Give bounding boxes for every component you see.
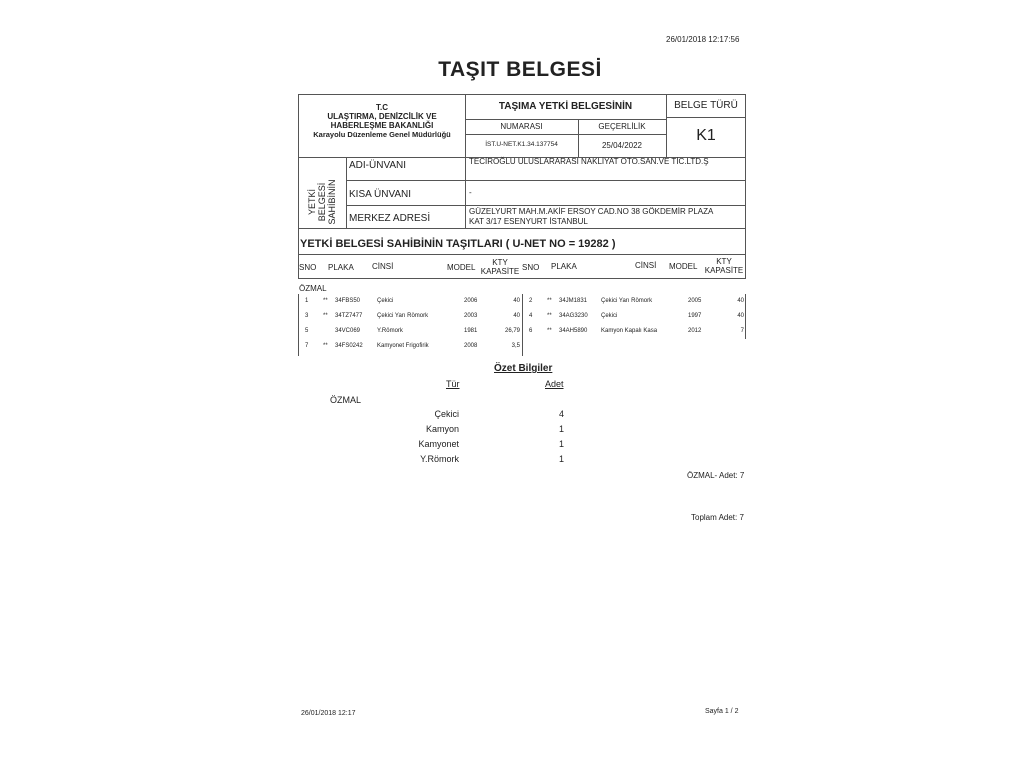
- vehicle-sno: 7: [305, 343, 309, 349]
- vehicle-type: Kamyon Kapalı Kasa: [601, 328, 658, 334]
- col-model: MODEL: [447, 263, 476, 272]
- vehicle-mark: **: [547, 313, 552, 319]
- summary-type: Y.Römork: [420, 454, 459, 464]
- vehicle-model: 2006: [464, 298, 478, 304]
- print-timestamp: 26/01/2018 12:17:56: [666, 35, 740, 44]
- vehicle-mark: **: [547, 328, 552, 334]
- validity-label: GEÇERLİLİK: [598, 122, 646, 131]
- address-line-2: KAT 3/17 ESENYURT İSTANBUL: [469, 217, 588, 226]
- vehicle-model: 1981: [464, 328, 478, 334]
- page-number: Sayfa 1 / 2: [705, 708, 739, 715]
- col-kty-line1: KTY: [492, 258, 508, 267]
- validity-value: 25/04/2022: [601, 141, 643, 150]
- vehicle-type: Çekici: [601, 313, 618, 319]
- authorization-title: TAŞIMA YETKİ BELGESİNİN: [498, 101, 633, 112]
- doc-type-label: BELGE TÜRÜ: [674, 100, 738, 111]
- col-kty-line1: KTY: [716, 257, 732, 266]
- vehicle-model: 1997: [688, 313, 702, 319]
- col-plaka: PLAKA: [328, 263, 354, 272]
- address-label: MERKEZ ADRESİ: [349, 213, 431, 224]
- vehicle-sno: 5: [305, 328, 309, 334]
- col-model: MODEL: [669, 262, 698, 271]
- vehicle-type: Çekici Yarı Römork: [601, 298, 653, 304]
- vehicle-type: Çekici: [377, 298, 394, 304]
- ministry-block: [299, 103, 465, 139]
- vehicle-cap: 40: [737, 298, 744, 304]
- vehicle-plate: 34FS0242: [335, 343, 363, 349]
- vehicle-cap: 7: [740, 328, 744, 334]
- group-total: ÖZMAL- Adet: 7: [687, 471, 745, 480]
- summary-col-type: Tür: [446, 379, 460, 389]
- holder-section-line: SAHİBİNİN: [327, 179, 337, 225]
- vehicle-sno: 6: [529, 328, 533, 334]
- summary-count: 1: [558, 439, 564, 449]
- vehicle-cap: 40: [513, 298, 520, 304]
- col-kty-line2: KAPASİTE: [704, 266, 744, 275]
- footer-timestamp: 26/01/2018 12:17: [301, 710, 356, 717]
- vehicle-model: 2003: [464, 313, 478, 319]
- vehicle-type: Çekici Yarı Römork: [377, 313, 429, 319]
- short-name-label: KISA ÜNVANI: [349, 189, 412, 200]
- doc-type-value: K1: [696, 127, 716, 144]
- summary-title: Özet Bilgiler: [494, 363, 553, 374]
- holder-section-line: BELGESİ: [317, 182, 327, 222]
- holder-section-line: YETKİ: [307, 189, 317, 216]
- vehicle-type: Y.Römork: [377, 328, 403, 334]
- ministry-line: HABERLEŞME BAKANLIĞI: [330, 121, 434, 130]
- vehicle-model: 2012: [688, 328, 702, 334]
- vehicle-sno: 3: [305, 313, 309, 319]
- grand-total: Toplam Adet: 7: [691, 513, 744, 522]
- summary-type: Kamyonet: [418, 439, 459, 449]
- col-plaka: PLAKA: [551, 262, 577, 271]
- address-line-1: GÜZELYURT MAH.M.AKİF ERSOY CAD.NO 38 GÖKDEMİR PLAZA: [469, 207, 714, 216]
- col-kty: [702, 257, 746, 275]
- vehicle-cap: 40: [513, 313, 520, 319]
- vehicle-mark: **: [323, 343, 328, 349]
- vehicle-sno: 1: [305, 298, 309, 304]
- vehicle-sno: 2: [529, 298, 533, 304]
- ministry-line: Karayolu Düzenleme Genel Müdürlüğü: [313, 130, 451, 139]
- vehicle-plate: 34JM1831: [559, 298, 588, 304]
- summary-count: 1: [558, 454, 564, 464]
- ministry-line: ULAŞTIRMA, DENİZCİLİK VE: [327, 112, 437, 121]
- vehicle-cap: 3,5: [511, 343, 520, 349]
- vehicle-type: Kamyonet Frigofirik: [377, 343, 429, 349]
- name-label: ADI-ÜNVANI: [349, 160, 407, 171]
- summary-type: Kamyon: [425, 424, 459, 434]
- vehicle-mark: **: [323, 298, 328, 304]
- vehicle-cap: 40: [737, 313, 744, 319]
- vehicle-plate: 34AG3230: [559, 313, 588, 319]
- summary-count: 4: [558, 409, 564, 419]
- group-label: ÖZMAL: [299, 284, 327, 293]
- col-cinsi: CİNSİ: [372, 262, 394, 271]
- vehicle-plate: 34TZ7477: [335, 313, 363, 319]
- short-name-value: -: [469, 188, 472, 197]
- vehicle-sno: 4: [529, 313, 533, 319]
- ministry-line: T.C: [376, 103, 388, 112]
- col-kty-line2: KAPASİTE: [480, 267, 520, 276]
- col-sno: SNO: [299, 263, 317, 272]
- vehicle-plate: 34VC069: [335, 328, 361, 334]
- col-sno: SNO: [522, 263, 540, 272]
- holder-section-label: [298, 157, 346, 228]
- vehicle-model: 2005: [688, 298, 702, 304]
- number-value: İST.U-NET.K1.34.137754: [485, 141, 558, 148]
- vehicle-mark: **: [547, 298, 552, 304]
- vehicle-plate: 34AH5890: [559, 328, 588, 334]
- vehicle-mark: **: [323, 313, 328, 319]
- summary-count: 1: [558, 424, 564, 434]
- summary-col-count: Adet: [545, 379, 564, 389]
- document-title: TAŞIT BELGESİ: [438, 58, 602, 81]
- name-value: TECİROĞLU ULUSLARARASI NAKLİYAT OTO.SAN.VE TİC.LTD.Ş: [469, 157, 709, 166]
- vehicle-cap: 26,79: [504, 328, 520, 334]
- col-cinsi: CİNSİ: [635, 261, 657, 270]
- summary-group: ÖZMAL: [330, 395, 362, 405]
- col-kty: [478, 258, 522, 276]
- vehicle-plate: 34FBS50: [335, 298, 361, 304]
- number-label: NUMARASI: [500, 122, 543, 131]
- summary-type: Çekici: [434, 409, 459, 419]
- vehicles-title: YETKİ BELGESİ SAHİBİNİN TAŞITLARI ( U-NET NO = 19282 ): [300, 238, 616, 250]
- vehicle-model: 2008: [464, 343, 478, 349]
